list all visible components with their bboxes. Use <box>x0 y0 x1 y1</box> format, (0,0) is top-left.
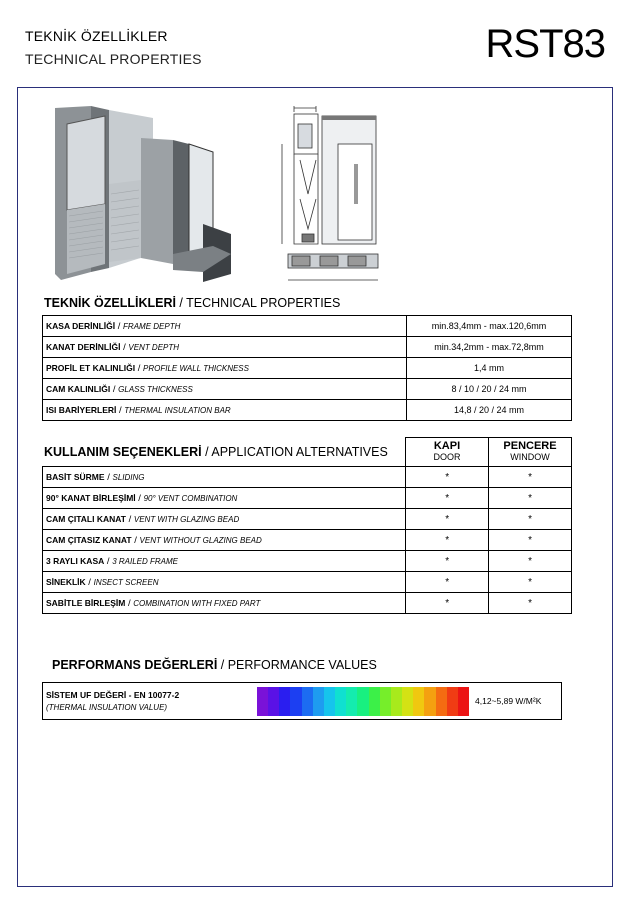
technical-row-value: 14,8 / 20 / 24 mm <box>407 400 572 421</box>
window-mark: * <box>489 530 572 551</box>
door-mark: * <box>406 572 489 593</box>
application-row-label: SABİTLE BİRLEŞİM / COMBINATION WITH FIXED PART <box>43 593 406 614</box>
application-row <box>43 572 572 593</box>
gradient-swatch <box>257 687 268 716</box>
application-row <box>43 593 572 614</box>
uf-value-box <box>42 682 562 720</box>
gradient-swatch <box>324 687 335 716</box>
performance-values-heading: PERFORMANS DEĞERLERİ / PERFORMANCE VALUES <box>52 658 377 672</box>
application-row <box>43 509 572 530</box>
technical-row-label: KASA DERİNLİĞİ / FRAME DEPTH <box>43 316 407 337</box>
door-mark: * <box>406 593 489 614</box>
application-alternatives-table <box>42 466 572 614</box>
application-row <box>43 551 572 572</box>
technical-row-value: 1,4 mm <box>407 358 572 379</box>
technical-row <box>43 316 572 337</box>
gradient-swatch <box>402 687 413 716</box>
thermal-gradient-bar <box>257 687 469 716</box>
window-mark: * <box>489 593 572 614</box>
gradient-swatch <box>346 687 357 716</box>
gradient-swatch <box>279 687 290 716</box>
window-mark: * <box>489 509 572 530</box>
gradient-swatch <box>268 687 279 716</box>
application-row-label: 3 RAYLI KASA / 3 RAILED FRAME <box>43 551 406 572</box>
application-row-label: CAM ÇITASIZ KANAT / VENT WITHOUT GLAZING BEAD <box>43 530 406 551</box>
gradient-swatch <box>313 687 324 716</box>
door-mark: * <box>406 551 489 572</box>
application-row <box>43 530 572 551</box>
application-row <box>43 488 572 509</box>
gradient-swatch <box>424 687 435 716</box>
gradient-swatch <box>380 687 391 716</box>
technical-row <box>43 358 572 379</box>
application-row-label: BASİT SÜRME / SLIDING <box>43 467 406 488</box>
window-column-header: PENCERE WINDOW <box>488 437 572 467</box>
page-title-en: TECHNICAL PROPERTIES <box>25 51 202 67</box>
gradient-swatch <box>335 687 346 716</box>
technical-properties-heading: TEKNİK ÖZELLİKLERİ / TECHNICAL PROPERTIES <box>44 296 341 310</box>
uf-range: 4,12~5,89 W/M²K <box>475 696 542 706</box>
technical-row <box>43 400 572 421</box>
application-row-label: 90° KANAT BİRLEŞİMİ / 90° VENT COMBINATION <box>43 488 406 509</box>
technical-row-value: 8 / 10 / 20 / 24 mm <box>407 379 572 400</box>
gradient-swatch <box>369 687 380 716</box>
technical-properties-table <box>42 315 572 421</box>
door-mark: * <box>406 467 489 488</box>
door-mark: * <box>406 488 489 509</box>
application-row <box>43 467 572 488</box>
gradient-swatch <box>458 687 469 716</box>
technical-row-label: ISI BARİYERLERİ / THERMAL INSULATION BAR <box>43 400 407 421</box>
profile-photo <box>53 104 233 284</box>
technical-row-label: KANAT DERİNLİĞİ / VENT DEPTH <box>43 337 407 358</box>
window-mark: * <box>489 467 572 488</box>
gradient-swatch <box>447 687 458 716</box>
application-row-label: SİNEKLİK / INSECT SCREEN <box>43 572 406 593</box>
door-mark: * <box>406 509 489 530</box>
uf-sublabel: (THERMAL INSULATION VALUE) <box>46 703 168 712</box>
door-column-header: KAPI DOOR <box>405 437 489 467</box>
gradient-swatch <box>290 687 301 716</box>
profile-section-drawing <box>278 104 386 289</box>
technical-row-label: CAM KALINLIĞI / GLASS THICKNESS <box>43 379 407 400</box>
gradient-swatch <box>357 687 368 716</box>
window-mark: * <box>489 488 572 509</box>
technical-row <box>43 337 572 358</box>
gradient-swatch <box>413 687 424 716</box>
page-title-tr: TEKNİK ÖZELLİKLER <box>25 28 168 44</box>
uf-label: SİSTEM UF DEĞERİ - EN 10077-2 <box>46 690 180 700</box>
gradient-swatch <box>302 687 313 716</box>
model-name: RST83 <box>485 22 605 66</box>
application-alternatives-heading: KULLANIM SEÇENEKLERİ / APPLICATION ALTERNATIVES <box>44 445 388 459</box>
window-mark: * <box>489 572 572 593</box>
gradient-swatch <box>391 687 402 716</box>
gradient-swatch <box>436 687 447 716</box>
technical-row-value: min.83,4mm - max.120,6mm <box>407 316 572 337</box>
technical-row <box>43 379 572 400</box>
window-mark: * <box>489 551 572 572</box>
technical-row-label: PROFİL ET KALINLIĞI / PROFILE WALL THICKNESS <box>43 358 407 379</box>
technical-row-value: min.34,2mm - max.72,8mm <box>407 337 572 358</box>
application-row-label: CAM ÇITALI KANAT / VENT WITH GLAZING BEAD <box>43 509 406 530</box>
door-mark: * <box>406 530 489 551</box>
